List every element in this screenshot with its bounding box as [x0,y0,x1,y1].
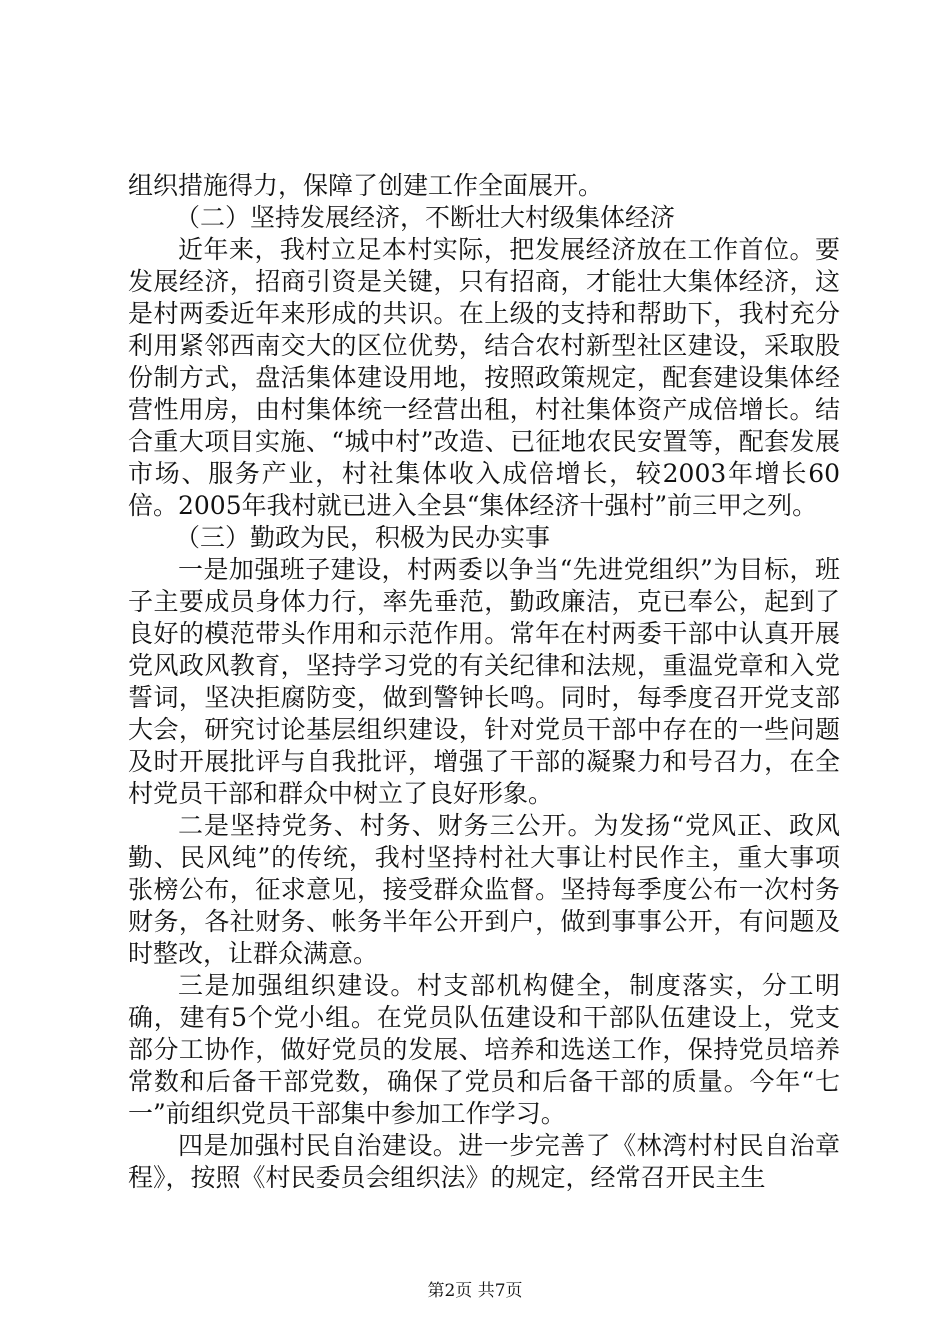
paragraph-continuation: 组织措施得力，保障了创建工作全面展开。 [128,171,604,200]
document-body [128,170,840,1194]
paragraph-three-publics: 二是坚持党务、村务、财务三公开。为发扬“党风正、政风勤、民风纯”的传统，我村坚持村社大事让村民作主，重大事项张榜公布，征求意见，接受群众监督。坚持每季度公布一次村务财务，各社财务、帐务半年公开到户，做到事事公开，有问题及时整改，让群众满意。 [128,811,840,968]
section-heading-3: （三）勤政为民，积极为民办实事 [175,523,551,552]
page-footer: 第2页 共7页 [427,1281,523,1301]
paragraph-economy: 近年来，我村立足本村实际，把发展经济放在工作首位。要发展经济，招商引资是关键，只有招商，才能壮大集体经济，这是村两委近年来形成的共识。在上级的支持和帮助下，我村充分利用紧邻西南交大的区位优势，结合农村新型社区建设，采取股份制方式，盘活集体建设用地，按照政策规定，配套建设集体经营性用房，由村集体统一经营出租，村社集体资产成倍增长。结合重大项目实施、“城中村”改造、已征地农民安置等，配套发展市场、服务产业，村社集体收入成倍增长，较2003年增长60倍。2005年我村就已进入全县“集体经济十强村”前三甲之列。 [128,235,840,520]
paragraph-self-governance: 四是加强村民自治建设。进一步完善了《林湾村村民自治章程》，按照《村民委员会组织法》的规定，经常召开民主生 [128,1131,840,1192]
paragraph-team-building: 一是加强班子建设，村两委以争当“先进党组织”为目标，班子主要成员身体力行，率先垂范，勤政廉洁，克已奉公，起到了良好的模范带头作用和示范作用。常年在村两委干部中认真开展党风政风教育，坚持学习党的有关纪律和法规，重温党章和入党誓词，坚决拒腐防变，做到警钟长鸣。同时，每季度召开党支部大会，研究讨论基层组织建设，针对党员干部中存在的一些问题及时开展批评与自我批评，增强了干部的凝聚力和号召力，在全村党员干部和群众中树立了良好形象。 [128,555,840,808]
paragraph-organization: 三是加强组织建设。村支部机构健全，制度落实，分工明确，建有5个党小组。在党员队伍建设和干部队伍建设上，党支部分工协作，做好党员的发展、培养和选送工作，保持党员培养常数和后备干部党数，确保了党员和后备干部的质量。今年“七一”前组织党员干部集中参加工作学习。 [128,971,840,1128]
section-heading-2: （二）坚持发展经济，不断壮大村级集体经济 [175,203,676,232]
